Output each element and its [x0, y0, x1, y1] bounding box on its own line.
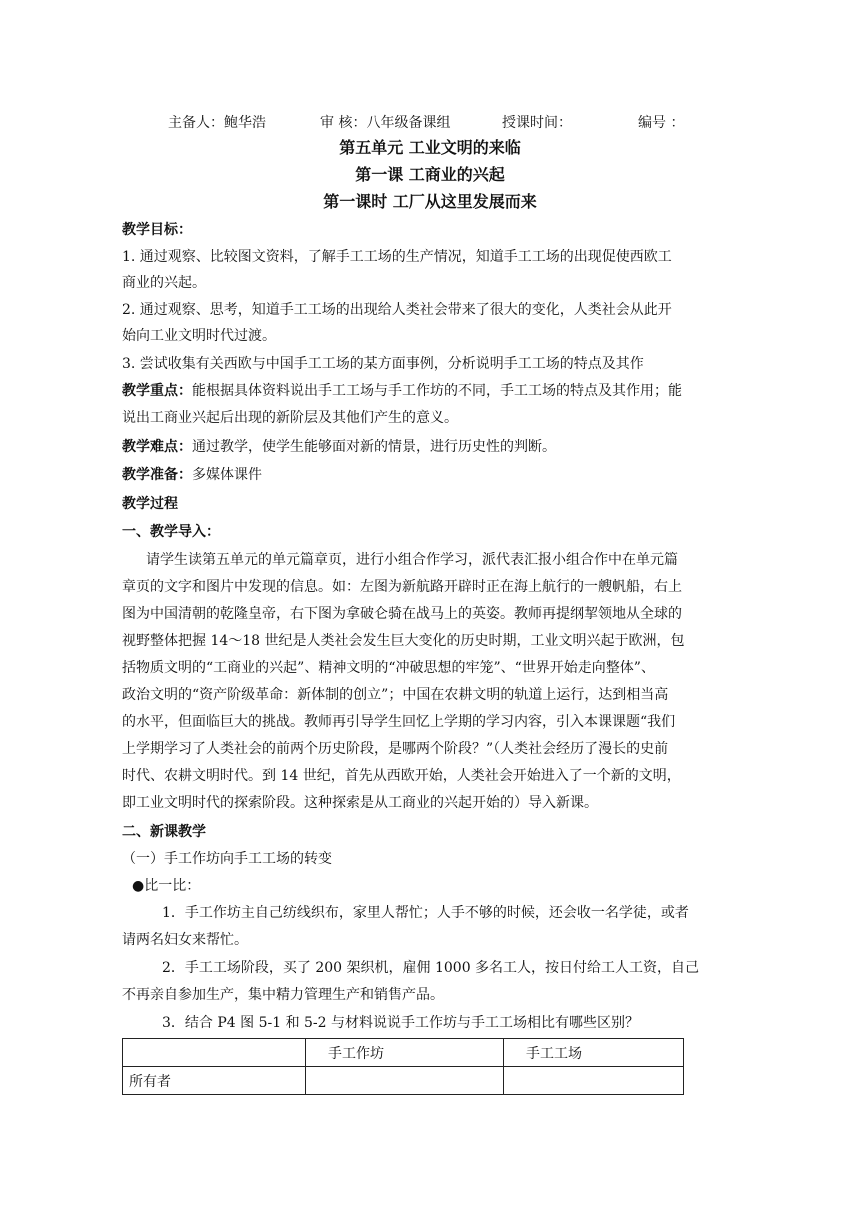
table-header-cell — [123, 1039, 306, 1067]
section-1-heading: （一）手工作坊向手工工场的转变 — [122, 851, 332, 867]
difficulty-line — [122, 437, 556, 457]
key-points-line-1 — [122, 381, 682, 401]
objective-2-line-1: 2. 通过观察、思考，知道手工工场的出现给人类社会带来了很大的变化，人类社会从此开 — [122, 302, 672, 318]
point-2-line-2: 不再亲自参加生产，集中精力管理生产和销售产品。 — [122, 987, 444, 1003]
objectives-heading: 教学目标： — [122, 222, 192, 238]
preparer-label: 主备人：鲍华浩 — [168, 115, 266, 131]
intro-line-5: 括物质文明的“工商业的兴起”、精神文明的“冲破思想的牢笼”、“世界开始走向整体”、 — [122, 660, 655, 676]
table-header-row — [123, 1039, 684, 1067]
process-heading: 教学过程 — [122, 496, 178, 512]
lesson-time-label: 授课时间： — [502, 115, 572, 131]
difficulty-text: 通过教学，使学生能够面对新的情景，进行历史性的判断。 — [192, 439, 556, 455]
reviewer-label: 审 核：八年级备课组 — [320, 115, 451, 131]
unit-title: 第五单元 工业文明的来临 — [339, 138, 521, 157]
point-1-line-1: 1．手工作坊主自己纺线织布，家里人帮忙；人手不够的时候，还会收一名学徒，或者 — [162, 905, 689, 921]
difficulty-label: 教学难点： — [122, 439, 192, 455]
key-points-label: 教学重点： — [122, 383, 192, 399]
new-lesson-heading: 二、新课教学 — [122, 824, 206, 840]
table-cell — [504, 1067, 684, 1095]
point-2-line-1: 2．手工工场阶段，买了 200 架织机，雇佣 1000 多名工人，按日付给工人工资，自己 — [162, 960, 700, 976]
preparation-line — [122, 465, 262, 485]
table-header-cell: 手工工场 — [504, 1039, 684, 1067]
intro-line-2: 章页的文字和图片中发现的信息。如：左图为新航路开辟时正在海上航行的一艘帆船，右上 — [122, 579, 682, 595]
key-points-text: 能根据具体资料说出手工工场与手工作坊的不同，手工工场的特点及其作用；能 — [192, 383, 682, 399]
number-label: 编号 ： — [638, 115, 685, 131]
table-cell — [306, 1067, 504, 1095]
objective-3: 3. 尝试收集有关西欧与中国手工工场的某方面事例，分析说明手工工场的特点及其作 — [122, 356, 644, 372]
objective-2-line-2: 始向工业文明时代过渡。 — [122, 328, 276, 344]
comparison-table — [122, 1038, 684, 1095]
intro-line-3: 图为中国清朝的乾隆皇帝，右下图为拿破仑骑在战马上的英姿。教师再提纲挈领地从全球的 — [122, 606, 682, 622]
table-row — [123, 1067, 684, 1095]
intro-heading: 一、教学导入： — [122, 524, 220, 540]
objective-1-line-2: 商业的兴起。 — [122, 275, 206, 291]
point-3: 3．结合 P4 图 5-1 和 5-2 与材料说说手工作坊与手工工场相比有哪些区别？ — [162, 1015, 640, 1031]
point-1-line-2: 请两名妇女来帮忙。 — [122, 932, 248, 948]
intro-line-7: 的水平，但面临巨大的挑战。教师再引导学生回忆上学期的学习内容，引入本课课题“我们 — [122, 714, 676, 730]
objective-1-line-1: 1. 通过观察、比较图文资料，了解手工工场的生产情况，知道手工工场的出现促使西欧工 — [122, 249, 672, 265]
preparation-text: 多媒体课件 — [192, 467, 262, 483]
table-cell: 所有者 — [123, 1067, 306, 1095]
intro-line-6: 政治文明的“资产阶级革命：新体制的创立”；中国在农耕文明的轨道上运行，达到相当高 — [122, 687, 669, 703]
intro-line-9: 时代、农耕文明时代。到 14 世纪，首先从西欧开始，人类社会开始进入了一个新的文明， — [122, 768, 681, 784]
lesson-title: 第一课 工商业的兴起 — [355, 165, 505, 184]
preparation-label: 教学准备： — [122, 467, 192, 483]
intro-line-1: 请学生读第五单元的单元篇章页，进行小组合作学习，派代表汇报小组合作中在单元篇 — [146, 552, 678, 568]
intro-line-4: 视野整体把握 14～18 世纪是人类社会发生巨大变化的历史时期，工业文明兴起于欧洲，包 — [122, 633, 685, 649]
compare-label: ●比一比： — [132, 878, 201, 894]
table-header-cell: 手工作坊 — [306, 1039, 504, 1067]
intro-line-10: 即工业文明时代的探索阶段。这种探索是从工商业的兴起开始的）导入新课。 — [122, 795, 598, 811]
period-title: 第一课时 工厂从这里发展而来 — [323, 192, 537, 211]
key-points-line-2: 说出工商业兴起后出现的新阶层及其他们产生的意义。 — [122, 410, 458, 426]
intro-line-8: 上学期学习了人类社会的前两个历史阶段，是哪两个阶段？”（人类社会经历了漫长的史前 — [122, 741, 669, 757]
